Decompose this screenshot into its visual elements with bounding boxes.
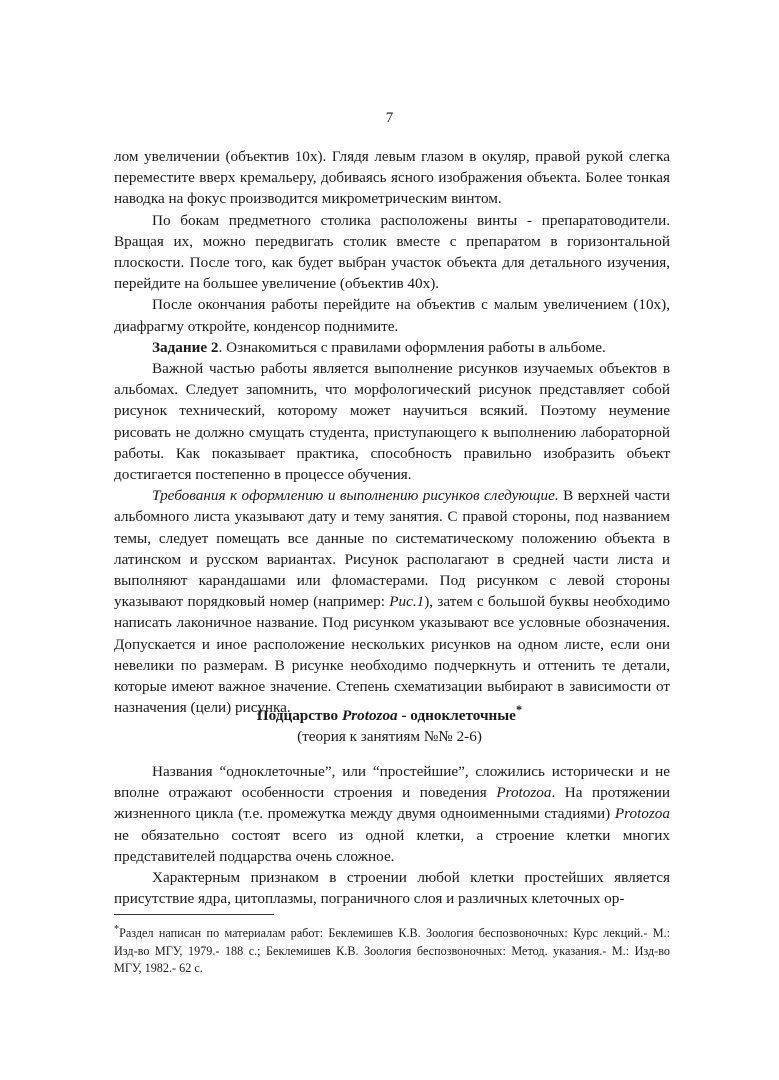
names-text-b: . На протяжении жизненного цикла (т.е. промежутка между двумя одноименными стадиями) — [114, 784, 670, 823]
title-suffix: - одноклеточные — [397, 707, 516, 725]
figure-example: Рис.1 — [389, 593, 425, 611]
requirements-text-a: В верхней части альбомного листа указывают дату и тему занятия. С правой стороны, под названием темы, следует помещать все данные по систематическому положению объекта в латинском и русском вариантах. Рисунок располагают в средней части листа и выполняют карандашами или фломастерами. Под рисунком с левой стороны указывают порядковый номер (например: — [114, 487, 670, 611]
section-heading — [0, 700, 779, 747]
paragraph-stage-screws: По бокам предметного столика расположены винты - препаратоводители. Вращая их, можно передвигать столик вместе с препаратом в горизонтальной плоскости. После того, как будет выбран участок объекта для детального изучения, перейдите на большее увеличение (объектив 40х). — [114, 211, 670, 293]
paragraph-task-2 — [114, 337, 670, 358]
footnote-mark: * — [114, 924, 120, 935]
title-prefix: Подцарство — [256, 707, 342, 725]
footnote — [114, 921, 670, 978]
body-text-lower — [114, 761, 670, 909]
names-text-a: Названия “одноклеточные”, или “простейшие”, сложились исторически и не вполне отражают особенности строения и поведения — [114, 763, 670, 802]
footnote-text: Раздел написан по материалам работ: Беклемишев К.В. Зоология беспозвоночных: Курс лекций.- М.: Изд-во МГУ, 1979.- 188 с.; Беклемишев К.В. Зоология беспозвоночных: Метод. указания.- М.: Изд-во МГУ, 1982.- 62 с. — [114, 926, 670, 976]
body-text-upper — [114, 146, 670, 718]
paragraph-cell-features: Характерным признаком в строении любой клетки простейших является присутствие ядра, цитоплазмы, пограничного слоя и различных клеточных ор- — [114, 869, 670, 908]
section-title — [0, 700, 779, 726]
title-latin: Protozoa — [341, 707, 398, 725]
paragraph-drawing-requirements — [114, 485, 670, 718]
paragraph-microscope-focus: лом увеличении (объектив 10х). Глядя левым глазом в окуляр, правой рукой слегка переместите вверх кремальеру, добиваясь ясного изображения объекта. Более тонкая наводка на фокус производится микрометрическим винтом. — [114, 148, 670, 208]
task-text: . Ознакомиться с правилами оформления работы в альбоме. — [218, 338, 606, 356]
latin-term-1: Protozoa — [496, 784, 552, 802]
section-subtitle: (теория к занятиям №№ 2-6) — [297, 728, 482, 746]
footnote-reference: * — [515, 703, 523, 717]
names-text-c: не обязательно состоят всего из одной клетки, а строение клетки многих представителей подцарства очень сложное. — [114, 826, 670, 865]
paragraph-drawings-importance: Важной частью работы является выполнение рисунков изучаемых объектов в альбомах. Следует запомнить, что морфологический рисунок представляет собой рисунок технический, которому может научиться всякий. Поэтому неумение рисовать не должно смущать студента, приступающего к выполнению лабораторной работы. Как показывает практика, способность правильно изобразить объект достигается постепенно в процессе обучения. — [114, 360, 670, 484]
requirements-lead: Требования к оформлению и выполнению рисунков следующие. — [152, 487, 559, 505]
requirements-text-b: ), затем с большой буквы необходимо написать лаконичное название. Под рисунком указывают все условные обозначения. Допускается и иное расположение нескольких рисунков на одном листе, если они невелики по размерам. В рисунке необходимо подчеркнуть и оттенить те детали, которые имеют важное значение. Степень схематизации выбирают в зависимости от назначения (цели) рисунка. — [114, 593, 671, 717]
task-label: Задание 2 — [152, 338, 219, 356]
paragraph-names-history — [114, 761, 670, 867]
paragraph-finish-work: После окончания работы перейдите на объектив с малым увеличением (10х), диафрагму откройте, конденсор поднимите. — [114, 296, 670, 335]
page-number: 7 — [385, 110, 394, 126]
latin-term-2: Protozoa — [614, 805, 670, 823]
footnote-divider — [114, 914, 274, 915]
